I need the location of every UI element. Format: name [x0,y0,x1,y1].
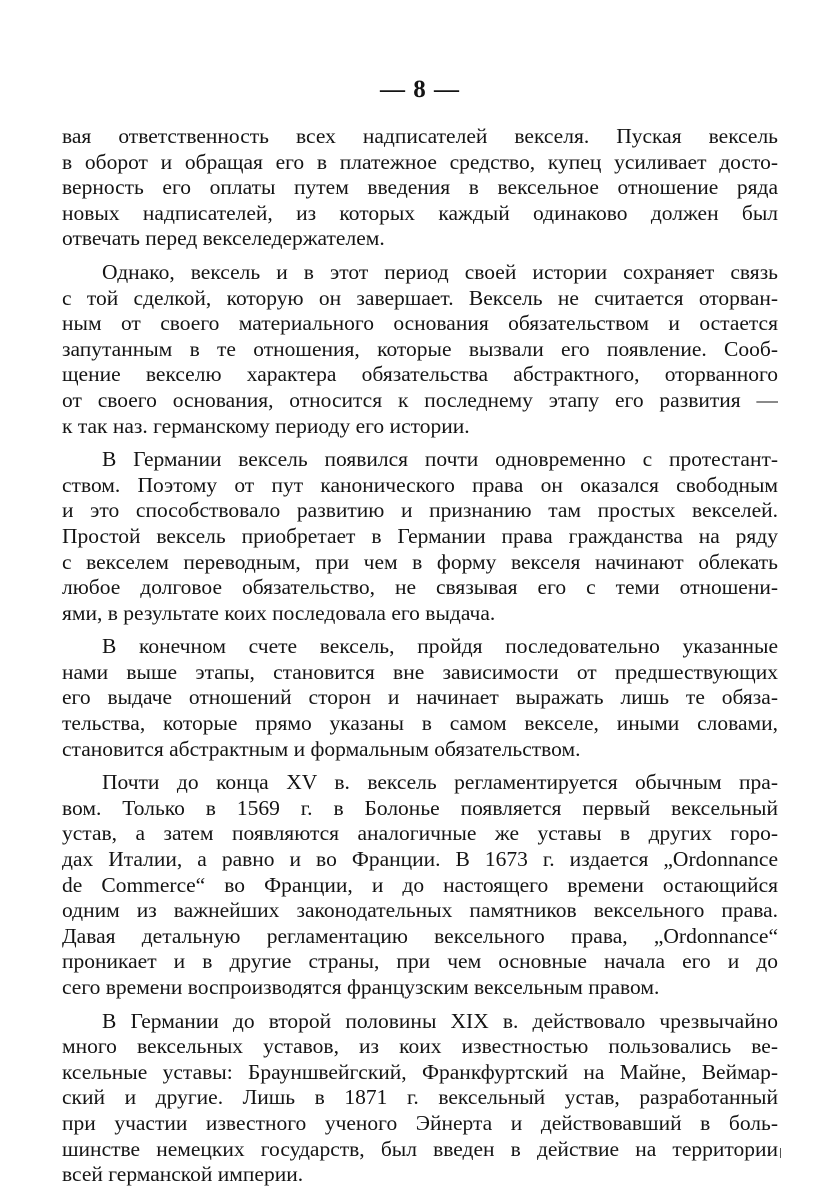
text-line: ксельные уставы: Брауншвейгский, Франкфуртский на Майне, Веймар- [62,1059,778,1084]
text-line: ным от своего материального основания обязательством и остается [62,311,778,336]
text-line: и это способствовало развитию и признанию там простых векселей. [62,498,778,523]
text-line: ством. Поэтому от пут канонического права он оказался свободным [62,472,778,497]
text-line: Давая детальную регламентацию вексельного права, „Ordonnance“ [62,923,778,948]
paragraph [62,260,778,439]
text-line: одним из важнейших законодательных памятников вексельного права. [62,898,778,923]
text-line: новых надписателей, из которых каждый одинаково должен был [62,200,778,225]
text-line: тельства, которые прямо указаны в самом векселе, иными словами, [62,711,778,736]
text-line: сего времени воспроизводятся французским вексельным правом. [62,975,660,999]
text-line: любое долговое обязательство, не связывая его с теми отношени- [62,575,778,600]
text-line: щение векселю характера обязательства абстрактного, оторванного [62,362,778,387]
text-line: в оборот и обращая его в платежное средство, купец усиливает досто- [62,149,778,174]
document-page [62,70,778,1196]
text-line: при участии известного ученого Эйнерта и действовавший в боль- [62,1110,778,1135]
text-line: de Commerce“ во Франции, и до настоящего времени остающийся [62,872,778,897]
text-line: Простой вексель приобретает в Германии права гражданства на ряду [62,523,778,548]
text-line: устав, а затем появляются аналогичные же уставы в других горо- [62,821,778,846]
text-line: дах Италии, а равно и во Франции. В 1673 г. издается „Ordonnance [62,847,778,872]
text-line: к так наз. германскому периоду его истории. [62,413,470,438]
text-line: с векселем переводным, при чем в форму векселя начинают облекать [62,549,778,574]
text-line: проникает и в другие страны, при чем основные начала его и до [62,949,778,974]
body-text [62,124,778,1188]
scan-mark [780,1148,781,1158]
paragraph [62,1009,778,1188]
text-line: В Германии до второй половины XIX в. действовало чрезвычайно [102,1008,778,1033]
page-number: — 8 — [380,76,460,103]
paragraph [62,124,778,252]
text-line: его выдаче отношений сторон и начинает выражать лишь те обяза- [62,685,778,710]
text-line: верность его оплаты путем введения в вексельное отношение ряда [62,175,778,200]
text-line: отвечать перед векселедержателем. [62,226,385,251]
text-line: всей германской империи. [62,1162,304,1187]
text-line: от своего основания, относится к последнему этапу его развития — [62,387,778,412]
text-line: ский и другие. Лишь в 1871 г. вексельный устав, разработанный [62,1085,778,1110]
paragraph [62,770,778,1000]
text-line: с той сделкой, которую он завершает. Вексель не считается оторван- [62,285,778,310]
text-line: много вексельных уставов, из коих известностью пользовались ве- [62,1034,778,1059]
text-line: шинстве немецких государств, был введен в действие на территории [62,1136,778,1161]
text-line: нами выше этапы, становится вне зависимости от предшествующих [62,659,778,684]
text-line: запутанным в те отношения, которые вызвали его появление. Сооб- [62,336,778,361]
text-line: В конечном счете вексель, пройдя последовательно указанные [102,634,778,659]
text-line: становится абстрактным и формальным обязательством. [62,736,581,761]
text-line: В Германии вексель появился почти одновременно с протестант- [102,447,778,472]
paragraph [62,447,778,626]
text-line: Однако, вексель и в этот период своей истории сохраняет связь [102,259,778,284]
text-line: вая ответственность всех надписателей векселя. Пуская вексель [62,124,778,148]
text-line: вом. Только в 1569 г. в Болонье появляется первый вексельный [62,795,778,820]
paragraph [62,634,778,762]
text-line: ями, в результате коих последовала его выдача. [62,600,496,625]
text-line: Почти до конца XV в. вексель регламентируется обычным пра- [102,770,778,795]
